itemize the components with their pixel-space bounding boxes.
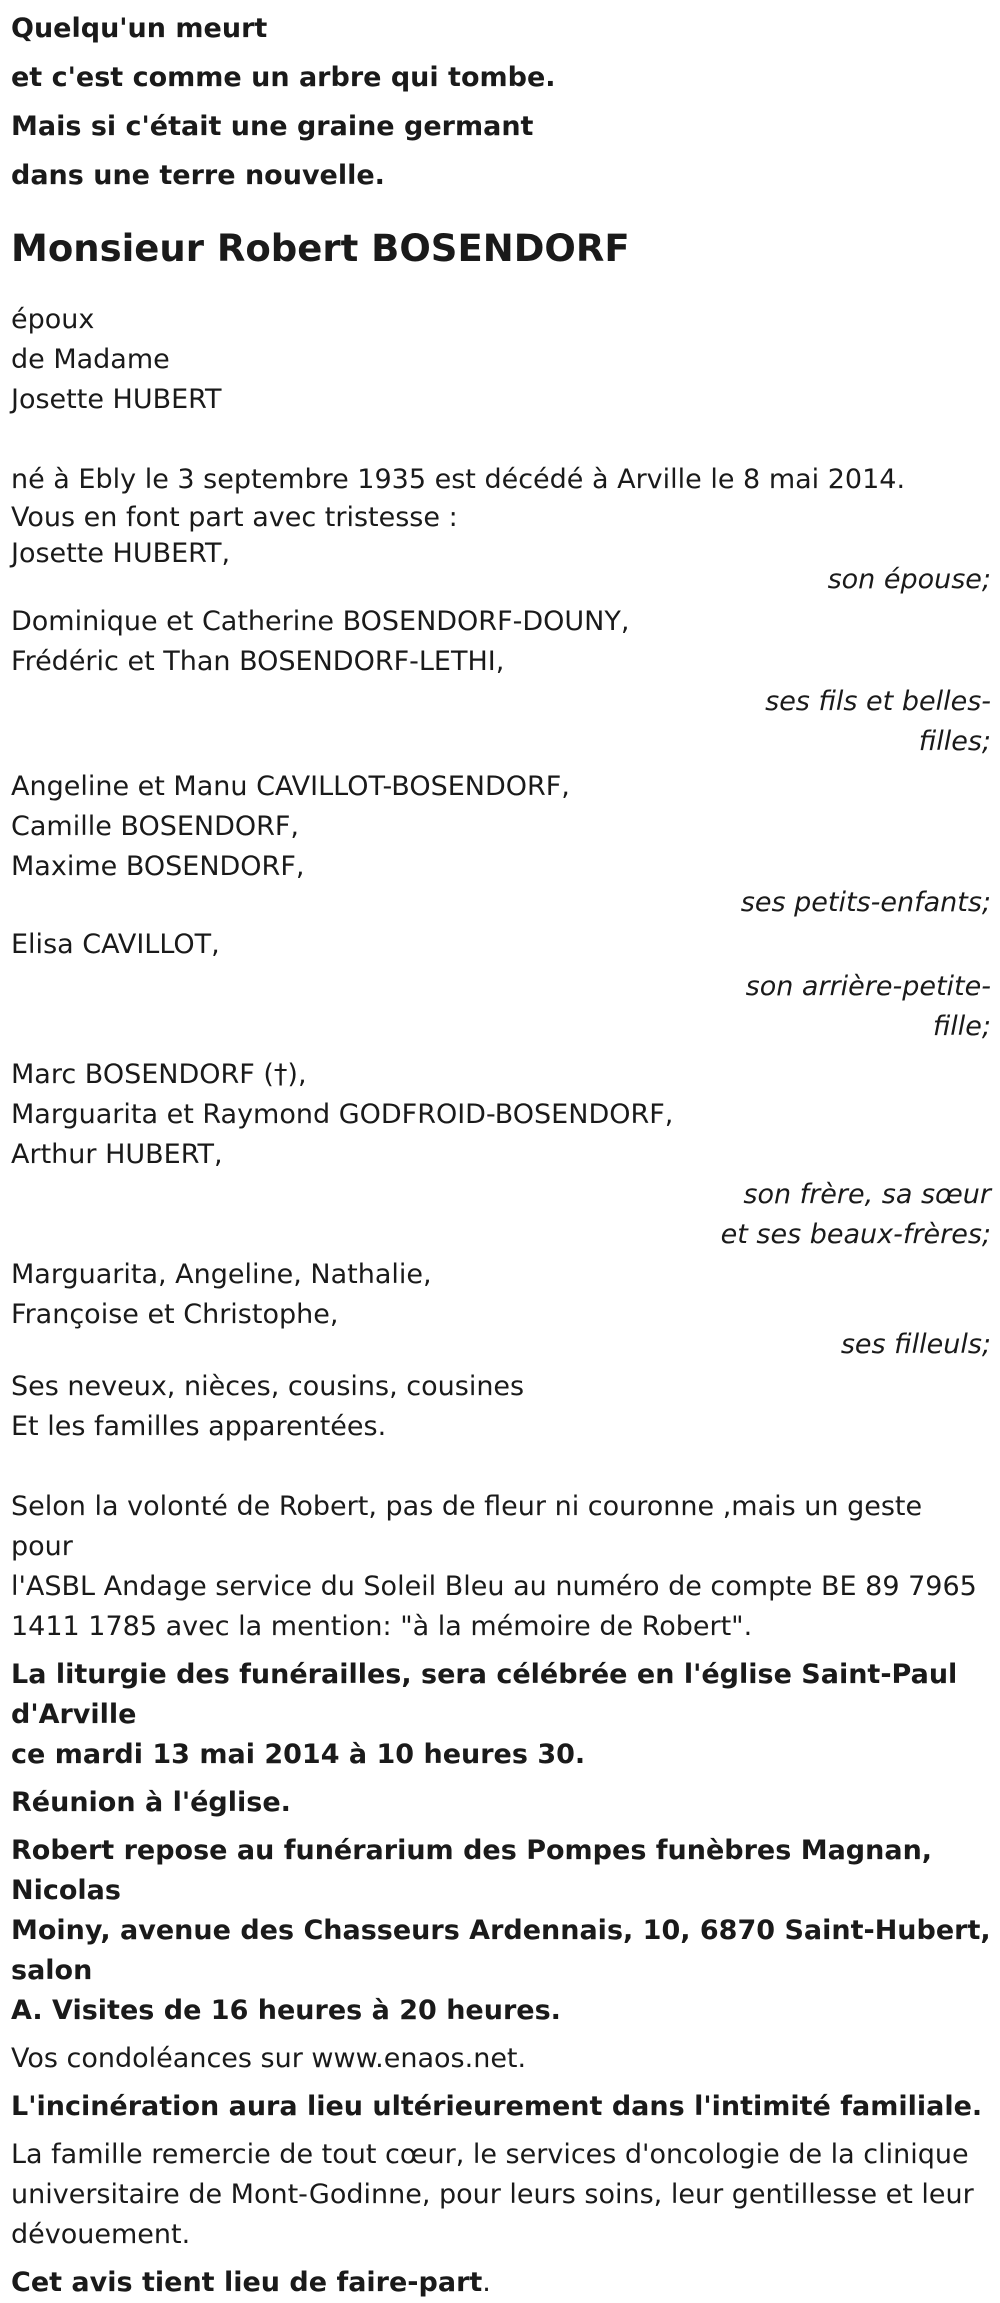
- rest-line: A. Visites de 16 heures à 20 heures.: [11, 1995, 561, 2026]
- family-group: [11, 1255, 991, 1365]
- family-group: [11, 925, 991, 1047]
- relation-line: son arrière-petite-: [745, 971, 991, 1002]
- donation-paragraph: [11, 1487, 991, 1647]
- family-group: [11, 602, 991, 762]
- family-name: Dominique et Catherine BOSENDORF-DOUNY,: [11, 606, 630, 637]
- family-name: Angeline et Manu CAVILLOT-BOSENDORF,: [11, 771, 570, 802]
- closing-line: [11, 2263, 991, 2303]
- other-line: Ses neveux, nièces, cousins, cousines: [11, 1371, 525, 1402]
- thanks-line: universitaire de Mont-Godinne, pour leurs soins, leur gentillesse et leur: [11, 2179, 974, 2210]
- family-name: Frédéric et Than BOSENDORF-LETHI,: [11, 646, 505, 677]
- relation-line: ses filleuls;: [840, 1329, 991, 1360]
- deceased-name: Monsieur Robert BOSENDORF: [11, 227, 630, 270]
- family-relation: [11, 883, 991, 923]
- family-relation: [11, 1175, 991, 1255]
- thanks-line: dévouement.: [11, 2219, 191, 2250]
- spouse-line: de Madame: [11, 344, 170, 375]
- birth-death: né à Ebly le 3 septembre 1935 est décédé à Arville le 8 mai 2014.: [11, 464, 906, 495]
- family-name: Elisa CAVILLOT,: [11, 929, 220, 960]
- relation-line: et ses beaux-frères;: [720, 1219, 991, 1250]
- liturgy-paragraph: [11, 1655, 991, 1775]
- rest-line: Moiny, avenue des Chasseurs Ardennais, 10, 6870 Saint-Hubert, salon: [11, 1915, 991, 1986]
- relation-line: ses fils et belles-: [765, 686, 991, 717]
- poem-line: dans une terre nouvelle.: [11, 160, 385, 191]
- family-name: Camille BOSENDORF,: [11, 811, 300, 842]
- poem: [11, 4, 991, 200]
- cremation-info: L'incinération aura lieu ultérieurement dans l'intimité familiale.: [11, 2091, 983, 2122]
- relation-line: son frère, sa sœur: [743, 1179, 991, 1210]
- donation-line: l'ASBL Andage service du Soleil Bleu au numéro de compte BE 89 7965: [11, 1571, 977, 1602]
- liturgy-line: ce mardi 13 mai 2014 à 10 heures 30.: [11, 1739, 586, 1770]
- family-relation: [11, 967, 991, 1047]
- family-name: Françoise et Christophe,: [11, 1299, 339, 1330]
- relation-line: filles;: [918, 726, 991, 757]
- rest-line: Robert repose au funérarium des Pompes funèbres Magnan, Nicolas: [11, 1835, 933, 1906]
- spouse-line: Josette HUBERT: [11, 384, 222, 415]
- other-line: Et les familles apparentées.: [11, 1411, 387, 1442]
- obituary-document: [11, 4, 991, 2303]
- family-group: [11, 534, 991, 600]
- spouse-info: [11, 300, 991, 420]
- donation-line: 1411 1785 avec la mention: "à la mémoire de Robert".: [11, 1611, 753, 1642]
- obituary-page: [11, 0, 991, 2303]
- poem-line: Quelqu'un meurt: [11, 13, 268, 44]
- meeting-info: Réunion à l'église.: [11, 1787, 291, 1818]
- relation-line: fille;: [932, 1011, 991, 1042]
- relation-line: son épouse;: [827, 564, 991, 595]
- liturgy-line: La liturgie des funérailles, sera célébrée en l'église Saint-Paul d'Arville: [11, 1659, 958, 1730]
- family-name: Josette HUBERT,: [11, 538, 231, 569]
- family-name: Arthur HUBERT,: [11, 1139, 223, 1170]
- donation-line: Selon la volonté de Robert, pas de fleur ni couronne ,mais un geste pour: [11, 1491, 923, 1562]
- announcement: Vous en font part avec tristesse :: [11, 502, 458, 533]
- poem-line: Mais si c'était une graine germant: [11, 111, 534, 142]
- condolences-info: Vos condoléances sur www.enaos.net.: [11, 2043, 527, 2074]
- relation-line: ses petits-enfants;: [740, 887, 991, 918]
- family-relation: [11, 682, 991, 762]
- family-name: Maxime BOSENDORF,: [11, 851, 305, 882]
- poem-line: et c'est comme un arbre qui tombe.: [11, 62, 556, 93]
- spouse-line: époux: [11, 304, 95, 335]
- family-name: Marguarita, Angeline, Nathalie,: [11, 1259, 432, 1290]
- family-name: Marc BOSENDORF (†),: [11, 1059, 307, 1090]
- family-group: [11, 1055, 991, 1255]
- closing-punctuation: .: [482, 2267, 491, 2298]
- funeral-home-paragraph: [11, 1831, 991, 2031]
- family-group: [11, 767, 991, 923]
- thanks-line: La famille remercie de tout cœur, le services d'oncologie de la clinique: [11, 2139, 969, 2170]
- thanks-paragraph: [11, 2135, 991, 2255]
- other-relatives: [11, 1367, 991, 1447]
- closing-text: Cet avis tient lieu de faire-part: [11, 2267, 483, 2298]
- family-name: Marguarita et Raymond GODFROID-BOSENDORF,: [11, 1099, 674, 1130]
